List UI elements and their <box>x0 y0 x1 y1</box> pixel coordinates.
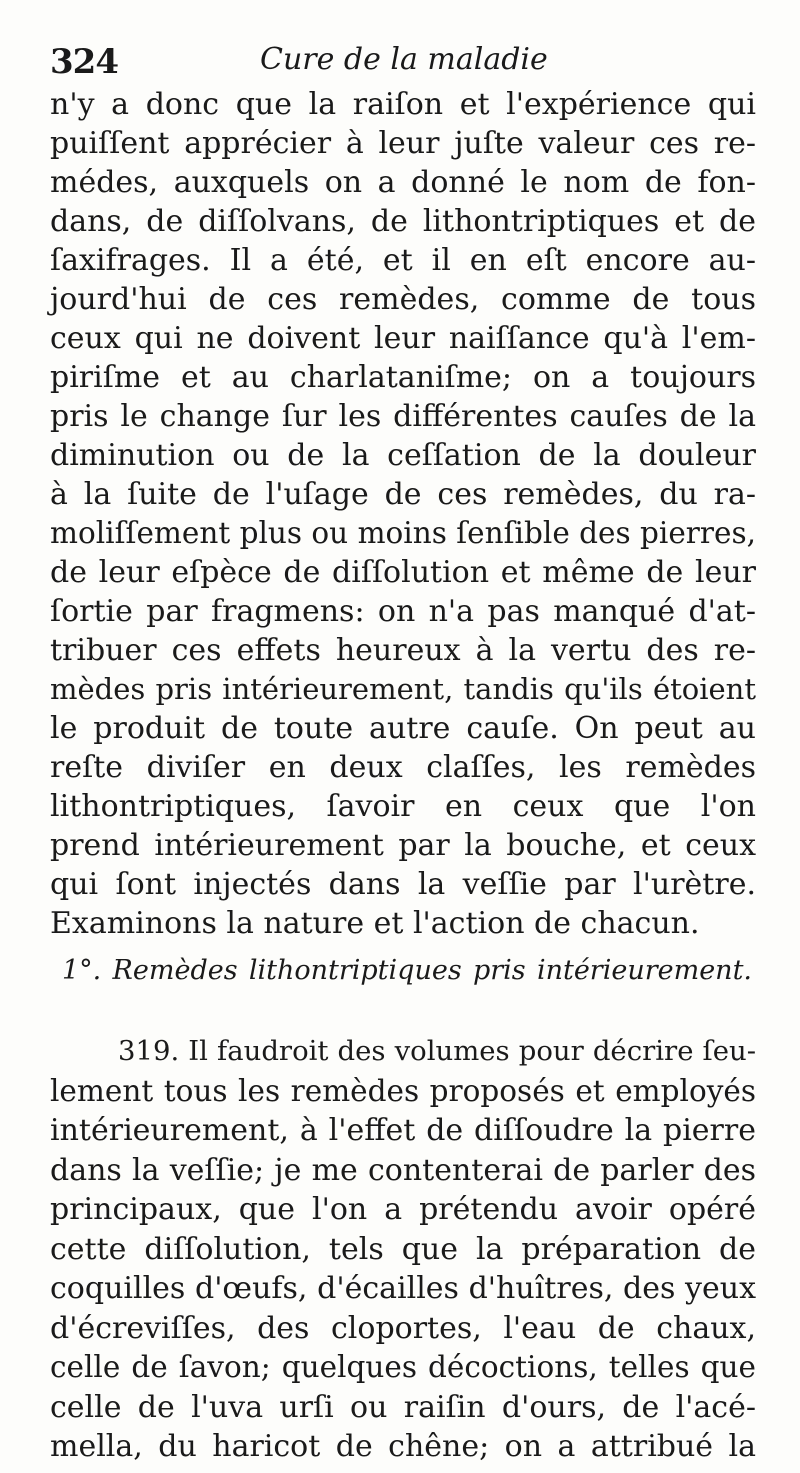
text-line: lithontriptiques, ſavoir en ceux que l'on <box>50 789 756 824</box>
text-line: mella, du haricot de chêne; on a attribué la <box>50 1429 756 1464</box>
text-line: de leur eſpèce de diſſolution et même de leur <box>50 555 756 590</box>
paragraph-2 <box>50 1032 756 1467</box>
text-line: 319. Il faudroit des volumes pour décrire ſeu- <box>118 1035 756 1067</box>
text-line: à la ſuite de l'uſage de ces remèdes, du ra- <box>50 477 756 512</box>
text-line: lement tous les remèdes proposés et employés <box>50 1073 756 1108</box>
text-line: reſte diviſer en deux claſſes, les remèdes <box>50 750 756 785</box>
text-line: piriſme et au charlataniſme; on a toujours <box>50 360 756 395</box>
text-line: Examinons la nature et l'action de chacun. <box>50 906 700 941</box>
text-line: celle de ſavon; quelques décoctions, telles que <box>50 1350 756 1384</box>
text-line: dans, de diſſolvans, de lithontriptiques et de <box>50 204 756 239</box>
text-line: tribuer ces effets heureux à la vertu des re- <box>50 633 756 668</box>
text-line: principaux, que l'on a prétendu avoir opéré <box>50 1192 756 1227</box>
section-subheading: 1°. Remèdes lithontriptiques pris intérieurement. <box>62 955 752 986</box>
text-line: dans la veſſie; je me contenterai de parler des <box>50 1152 756 1188</box>
page-header <box>50 38 750 82</box>
text-line: d'écreviſſes, des cloportes, l'eau de chaux, <box>50 1310 756 1346</box>
text-line: moliſſement plus ou moins ſenſible des pierres, <box>50 516 756 550</box>
text-line: cette diſſolution, tels que la préparation de <box>50 1231 756 1267</box>
text-line: puiſſent apprécier à leur juſte valeur ces re- <box>50 126 756 161</box>
text-line: mèdes pris intérieurement, tandis qu'ils étoient <box>50 672 756 706</box>
text-line: le produit de toute autre cauſe. On peut au <box>50 711 756 746</box>
page-number: 324 <box>50 42 118 82</box>
text-line: jourd'hui de ces remèdes, comme de tous <box>50 282 756 317</box>
text-line: intérieurement, à l'effet de diſſoudre la pierre <box>50 1113 756 1148</box>
text-line: ſaxifrages. Il a été, et il en eſt encore au- <box>50 243 756 278</box>
text-line: celle de l'uva urſi ou raiſin d'ours, de l'acé- <box>50 1389 756 1425</box>
text-line: n'y a donc que la raiſon et l'expérience qui <box>50 87 756 122</box>
text-line: diminution ou de la ceſſation de la douleur <box>50 438 756 473</box>
text-line: pris le change ſur les différentes cauſes de la <box>50 399 756 434</box>
text-line: coquilles d'œufs, d'écailles d'huîtres, des yeux <box>50 1271 756 1306</box>
paragraph-1 <box>50 85 756 943</box>
running-head: Cure de la maladie <box>260 42 548 77</box>
text-line: qui ſont injectés dans la veſſie par l'urètre. <box>50 867 756 902</box>
text-line: ceux qui ne doivent leur naiſſance qu'à l'em- <box>50 321 756 356</box>
text-line: prend intérieurement par la bouche, et ceux <box>50 828 756 863</box>
text-line: ſortie par fragmens: on n'a pas manqué d'at- <box>50 594 756 629</box>
text-line: médes, auxquels on a donné le nom de fon- <box>50 165 756 200</box>
